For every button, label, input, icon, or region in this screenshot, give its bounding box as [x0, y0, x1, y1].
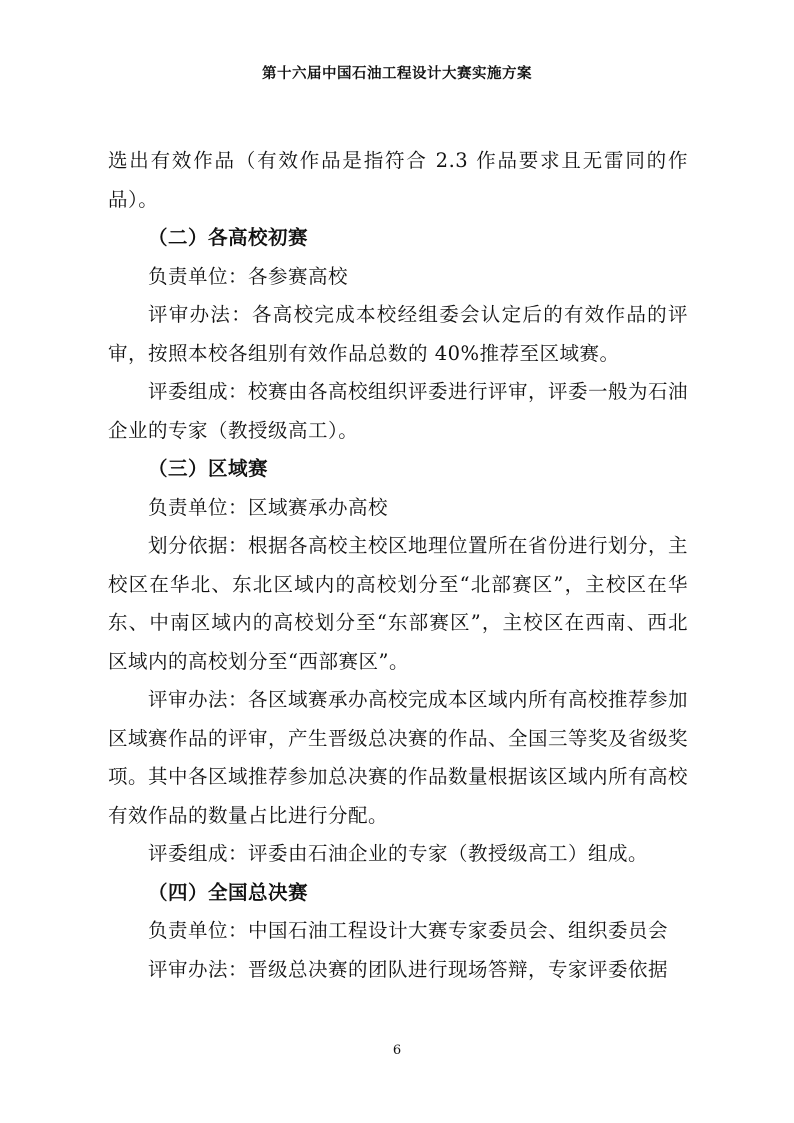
- paragraph-responsible-unit-4: 负责单位：中国石油工程设计大赛专家委员会、组织委员会: [148, 919, 669, 942]
- paragraph-valid-works: 选出有效作品（有效作品是指符合 2.3 作品要求且无雷同的作品）。: [108, 149, 688, 211]
- page-number: 6: [392, 1043, 402, 1058]
- paragraph-division-basis: 划分依据：根据各高校主校区地理位置所在省份进行划分，主校区在华北、东北区域内的高校划分至“北部赛区”，主校区在华东、中南区域内的高校划分至“东部赛区”，主校区在西南、西北区域内的高校划分至“西部赛区”。: [108, 534, 689, 673]
- page-header: 第十六届中国石油工程设计大赛实施方案: [262, 66, 532, 82]
- paragraph-responsible-unit-3: 负责单位：区域赛承办高校: [148, 495, 389, 519]
- paragraph-review-method-4: 评审办法：晋级总决赛的团队进行现场答辩，专家评委依据: [148, 957, 669, 981]
- paragraph-review-method-2: 评审办法：各高校完成本校经组委会认定后的有效作品的评审，按照本校各组别有效作品总数的 40%推荐至区域赛。: [108, 303, 688, 365]
- section-heading-regional: （三）区域赛: [148, 457, 269, 480]
- paragraph-review-method-3: 评审办法：各区域赛承办高校完成本区域内所有高校推荐参加区域赛作品的评审，产生晋级总决赛的作品、全国三等奖及省级奖项。其中各区域推荐参加总决赛的作品数量根据该区域内所有高校有效作品的数量占比进行分配。: [108, 688, 689, 827]
- page-body: [108, 142, 688, 989]
- section-heading-university-preliminary: （二）各高校初赛: [148, 226, 309, 249]
- paragraph-responsible-unit-2: 负责单位：各参赛高校: [148, 264, 349, 288]
- paragraph-judges-2: 评委组成：校赛由各高校组织评委进行评审，评委一般为石油企业的专家（教授级高工）。: [108, 380, 689, 442]
- paragraph-judges-3: 评委组成：评委由石油企业的专家（教授级高工）组成。: [148, 842, 649, 865]
- section-heading-national-final: （四）全国总决赛: [148, 880, 309, 904]
